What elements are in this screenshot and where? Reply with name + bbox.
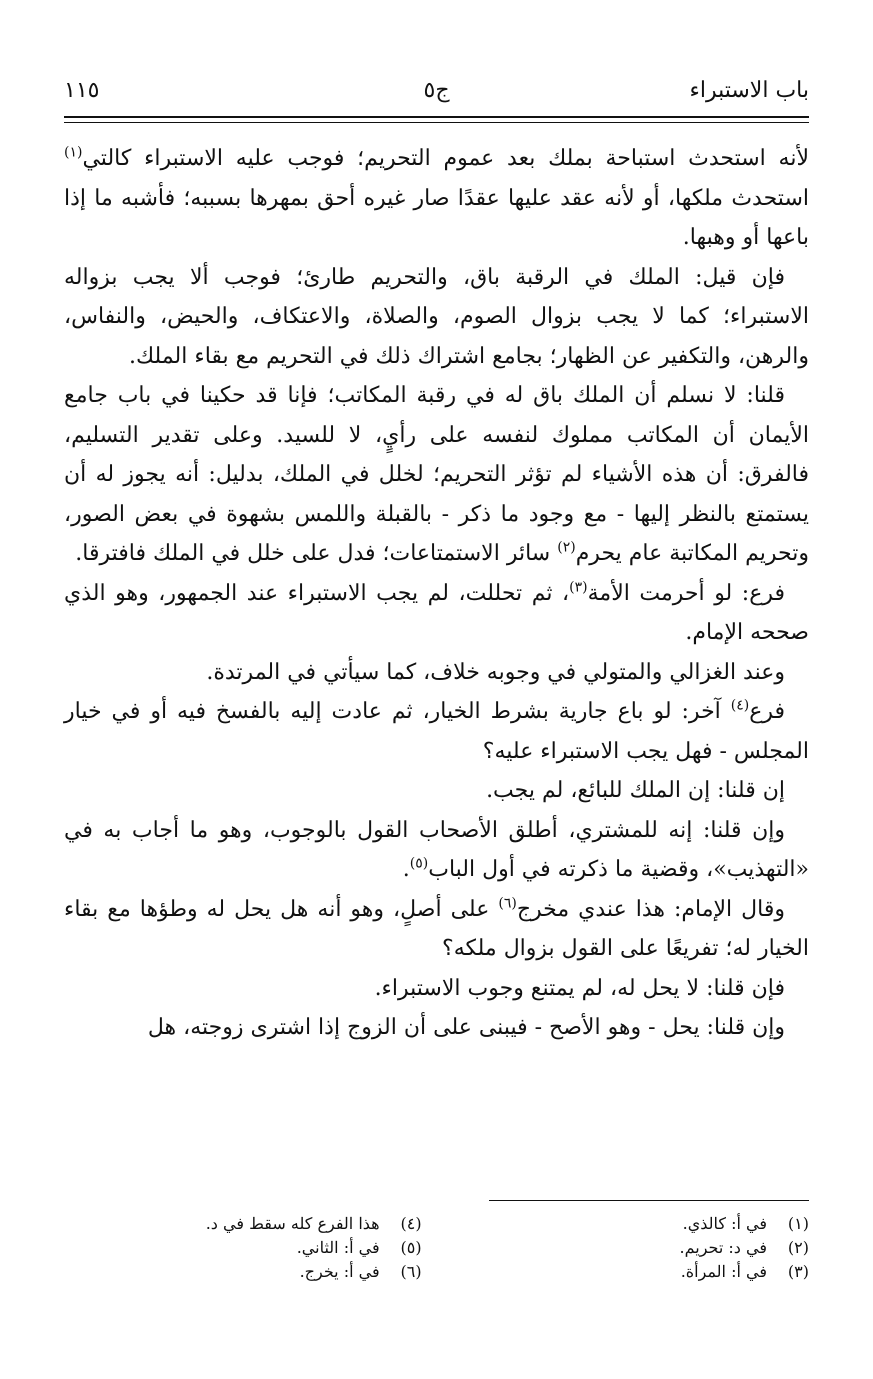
footnote-text: هذا الفرع كله سقط في د. <box>205 1214 380 1233</box>
paragraph: فرع$^{(٤)}$ آخر: لو باع جارية بشرط الخيار، ثم عادت إليه بالفسخ فيه أو في خيار المجلس - فهل يجب الاستبراء عليه؟ <box>64 697 809 764</box>
header-rule-thick <box>64 116 809 118</box>
footnote-text: في أ: يخرج. <box>299 1262 380 1281</box>
header-rule-thin <box>64 122 809 123</box>
footnote-number: (١) <box>787 1214 809 1233</box>
footnote <box>451 1212 809 1236</box>
footnote-ref: (٣) <box>569 579 588 596</box>
footnote-text: في أ: المرأة. <box>680 1262 767 1281</box>
paragraph: قلنا: لا نسلم أن الملك باق له في رقبة المكاتب؛ فإنا قد حكينا في باب جامع الأيمان أن المكاتب مملوك لنفسه على رأيٍ، لا للسيد. وعلى تقدير التسليم، فالفرق: أن هذه الأشياء لم تؤثر التحريم؛ لخلل في الملك، بدليل: أنه يجوز له أن يستمتع بالنظر إليها - مع وجود ما ذكر - بالقبلة واللمس بشهوة في بعض الصور، وتحريم المكاتبة عام يحرم$^{(٢)}$ سائر الاستمتاعات؛ فدل على خلل في الملك فافترقا. <box>64 383 809 566</box>
footnote <box>451 1260 809 1284</box>
footnotes-column-right <box>451 1212 809 1284</box>
page-number: ١١٥ <box>64 78 100 103</box>
footnote-ref: (٥) <box>409 855 429 872</box>
paragraph: لأنه استحدث استباحة بملك بعد عموم التحريم؛ فوجب عليه الاستبراء كالتي$^{(١)}$ استحدث ملكها، أو لأنه عقد عليها عقدًا صار غيره أحق بمهرها بسببه؛ فأشبه ما إذا باعها أو وهبها. <box>64 144 809 250</box>
footnote-number: (٦) <box>400 1262 422 1281</box>
footnote <box>451 1236 809 1260</box>
footnote-number: (٣) <box>787 1262 809 1281</box>
paragraph: فإن قلنا: لا يحل له، لم يمتنع وجوب الاستبراء. <box>374 975 785 1001</box>
footnote-ref: (٦) <box>498 895 517 912</box>
paragraph: وإن قلنا: إنه للمشتري، أطلق الأصحاب القول بالوجوب، وهو ما أجاب به في «التهذيب»، وقضية ما ذكرته في أول الباب$^{(٥)}$. <box>64 817 809 882</box>
footnote-text: في د: تحريم. <box>679 1238 767 1257</box>
footnote <box>64 1236 422 1260</box>
book-page <box>64 70 809 1339</box>
page-header <box>64 70 809 116</box>
footnote-ref: (١) <box>64 144 83 161</box>
footnote-separator <box>489 1200 809 1201</box>
paragraph: وعند الغزالي والمتولي في وجوبه خلاف، كما سيأتي في المرتدة. <box>206 659 785 685</box>
footnote <box>64 1212 422 1236</box>
footnote <box>64 1260 422 1284</box>
paragraph: فرع: لو أحرمت الأمة$^{(٣)}$، ثم تحللت، لم يجب الاستبراء عند الجمهور، وهو الذي صححه الإمام. <box>64 579 809 645</box>
paragraph: وإن قلنا: يحل - وهو الأصح - فيبنى على أن الزوج إذا اشترى زوجته، هل <box>147 1015 785 1040</box>
footnote-text: في أ: الثاني. <box>296 1238 380 1257</box>
footnotes <box>64 1212 809 1284</box>
footnote-number: (٢) <box>787 1238 809 1257</box>
footnote-ref: (٢) <box>557 539 576 556</box>
volume-label: ج٥ <box>423 78 450 103</box>
footnote-ref: (٤) <box>730 697 750 714</box>
paragraph: وقال الإمام: هذا عندي مخرج$^{(٦)}$ على أصلٍ، وهو أنه هل يحل له وطؤها مع بقاء الخيار له؛ تفريعًا على القول بزوال ملكه؟ <box>64 895 809 961</box>
chapter-title: باب الاستبراء <box>689 78 809 103</box>
paragraph: فإن قيل: الملك في الرقبة باق، والتحريم طارئ؛ فوجب ألا يجب بزواله الاستبراء؛ كما لا يجب بزوال الصوم، والصلاة، والاعتكاف، والحيض، والنفاس، والرهن، والتكفير عن الظهار؛ بجامع اشتراك ذلك في التحريم مع بقاء الملك. <box>64 264 809 369</box>
footnote-text: في أ: كالذي. <box>682 1214 767 1233</box>
main-text <box>64 139 809 1048</box>
footnotes-column-left <box>64 1212 422 1284</box>
footnote-number: (٤) <box>400 1214 422 1233</box>
paragraph: إن قلنا: إن الملك للبائع، لم يجب. <box>486 778 785 803</box>
footnote-number: (٥) <box>400 1238 422 1257</box>
